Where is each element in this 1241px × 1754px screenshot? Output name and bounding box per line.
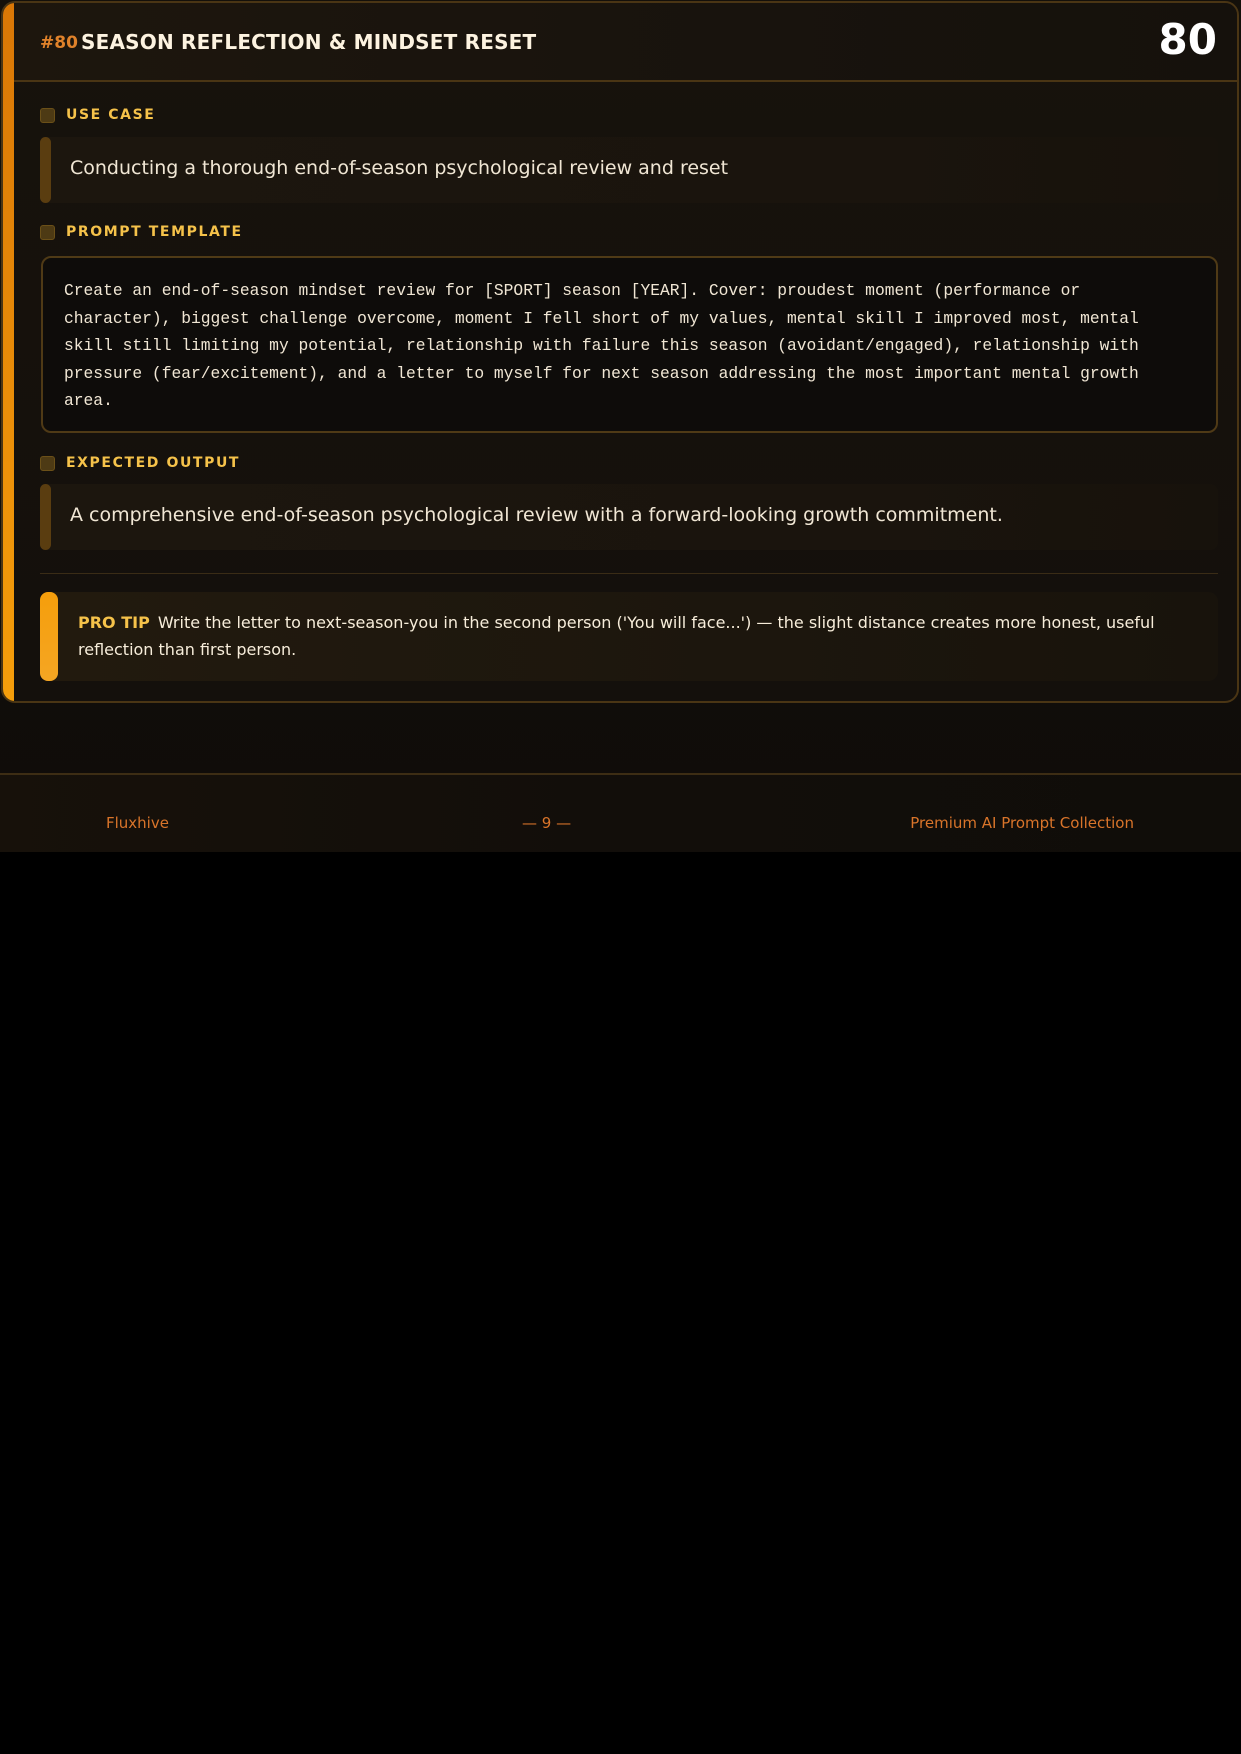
use-case-label-text: USE CASE [66,107,156,123]
footer-brand: Fluxhive [106,814,169,832]
use-case-text: Conducting a thorough end-of-season psychological review and reset [70,157,729,179]
prompt-number-tag: #80 [40,33,78,53]
section-marker-icon [40,225,55,240]
expected-output-text: A comprehensive end-of-season psychological review with a forward-looking growth commitment. [70,504,1003,526]
use-case-label [40,107,155,123]
page-footer [0,773,1241,852]
prompt-template-box[interactable] [41,256,1218,433]
expected-output-block [40,484,1218,550]
card-header [14,3,1237,82]
prompt-template-text[interactable]: Create an end-of-season mindset review for [SPORT] season [YEAR]. Cover: proudest moment (performance or character), biggest challenge overcome, moment I fell short of my values, mental skill I improved most, mental skill still limiting my potential, relationship with failure this season (avoidant/engaged), relationship with pressure (fear/excitement), and a letter to myself for next season addressing the most important mental growth area. [64,281,1139,411]
section-marker-icon [40,456,55,471]
expected-output-label [40,455,240,471]
card-title: SEASON REFLECTION & MINDSET RESET [81,30,537,54]
pro-tip-bar [40,592,58,681]
page [0,0,1241,852]
prompt-card [1,1,1239,703]
expected-output-label-text: EXPECTED OUTPUT [66,455,241,471]
card-accent-bar [3,3,14,701]
expected-output-bar [40,484,51,550]
use-case-bar [40,137,51,203]
section-marker-icon [40,108,55,123]
divider [40,573,1218,574]
pro-tip-box [40,592,1218,681]
use-case-block [40,137,1218,203]
prompt-template-label-text: PROMPT TEMPLATE [66,224,243,240]
pro-tip-text: Write the letter to next-season-you in the second person ('You will face...') — the slight distance creates more honest, useful reflection than first person. [78,613,1155,659]
pro-tip-label: PRO TIP [78,613,150,632]
prompt-big-number: 80 [1158,15,1217,64]
prompt-template-label [40,224,243,240]
pro-tip-content [78,609,1208,663]
footer-page-number: — 9 — [522,814,572,832]
footer-collection: Premium AI Prompt Collection [910,814,1134,832]
